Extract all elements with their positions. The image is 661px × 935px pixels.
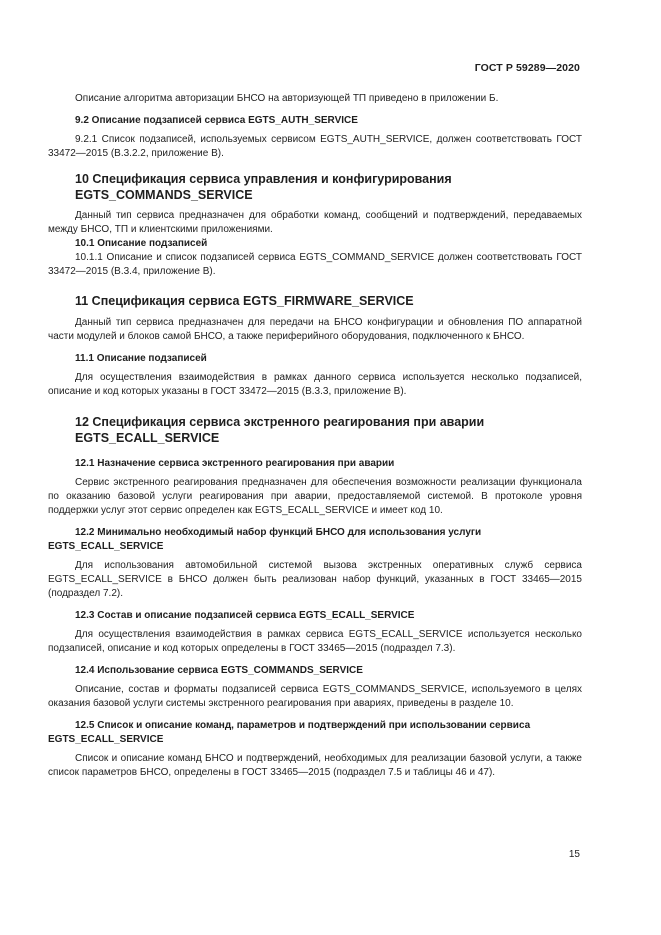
paragraph: 10.1.1 Описание и список подзаписей сервиса EGTS_COMMAND_SERVICE должен соответствовать ГОСТ 33472—2015 (В.3.4, приложение В). xyxy=(48,252,582,277)
subsection-heading-12-3: 12.3 Состав и описание подзаписей сервиса EGTS_ECALL_SERVICE xyxy=(75,610,415,621)
paragraph: Для осуществления взаимодействия в рамках сервиса EGTS_ECALL_SERVICE используется несколько подзаписей, описание и код которых определены в ГОСТ 33465—2015 (подраздел 7.3). xyxy=(48,629,582,654)
page-number: 15 xyxy=(568,849,580,860)
section-heading-10: 10 Спецификация сервиса управления и конфигурирования EGTS_COMMANDS_SERVICE xyxy=(75,172,452,202)
paragraph: 9.2.1 Список подзаписей, используемых сервисом EGTS_AUTH_SERVICE, должен соответствовать ГОСТ 33472—2015 (В.3.2.2, приложение В). xyxy=(48,134,582,159)
subsection-heading-9-2: 9.2 Описание подзаписей сервиса EGTS_AUTH_SERVICE xyxy=(75,115,358,126)
subsection-heading-10-1: 10.1 Описание подзаписей xyxy=(75,238,208,249)
subsection-heading-12-2: 12.2 Минимально необходимый набор функций БНСО для использования услуги EGTS_ECALL_SERVICE xyxy=(48,527,482,552)
running-header: ГОСТ Р 59289—2020 xyxy=(474,62,580,74)
subsection-heading-11-1: 11.1 Описание подзаписей xyxy=(75,353,207,364)
section-heading-12: 12 Спецификация сервиса экстренного реагирования при аварии EGTS_ECALL_SERVICE xyxy=(75,415,485,445)
paragraph: Описание, состав и форматы подзаписей сервиса EGTS_COMMANDS_SERVICE, используемого в целях оказания базовой услуги системы экстренного реагирования при авариях, приведены в разделе 10. xyxy=(48,684,582,709)
paragraph: Для использования автомобильной системой вызова экстренных оперативных служб сервиса EGTS_ECALL_SERVICE в БНСО должен быть реализован набор функций, указанных в ГОСТ 33465—2015 (подраздел 7.2). xyxy=(48,560,582,599)
paragraph: Данный тип сервиса предназначен для обработки команд, сообщений и подтверждений, передаваемых между БНСО, ТП и клиентскими приложениями. xyxy=(48,210,582,235)
subsection-heading-12-5: 12.5 Список и описание команд, параметров и подтверждений при использовании сервиса EGTS_ECALL_SERVICE xyxy=(48,720,531,745)
subsection-heading-12-4: 12.4 Использование сервиса EGTS_COMMANDS_SERVICE xyxy=(75,665,363,676)
subsection-heading-12-1: 12.1 Назначение сервиса экстренного реагирования при аварии xyxy=(75,458,395,469)
paragraph: Для осуществления взаимодействия в рамках данного сервиса используется несколько подзаписей, описание и код которых указаны в ГОСТ 33472—2015 (В.3.3, приложение В). xyxy=(48,372,582,397)
section-heading-11: 11 Спецификация сервиса EGTS_FIRMWARE_SERVICE xyxy=(75,294,414,308)
paragraph: Данный тип сервиса предназначен для передачи на БНСО конфигурации и обновления ПО аппаратной части модулей и блоков самой БНСО, а также периферийного оборудования, подключенного к БНСО. xyxy=(48,317,582,342)
paragraph: Список и описание команд БНСО и подтверждений, необходимых для реализации базовой услуги, а также список параметров БНСО, определены в ГОСТ 33465—2015 (подраздел 7.5 и таблицы 46 и 47). xyxy=(48,753,582,778)
document-body xyxy=(48,92,582,780)
paragraph: Описание алгоритма авторизации БНСО на авторизующей ТП приведено в приложении Б. xyxy=(75,93,499,104)
paragraph: Сервис экстренного реагирования предназначен для обеспечения возможности реализации функционала по оказанию базовой услуги реагирования при аварии, предоставляемой системой. В протоколе уровня поддержки услуг этот сервис определен как EGTS_ECALL_SERVICE и имеет код 10. xyxy=(48,477,582,516)
